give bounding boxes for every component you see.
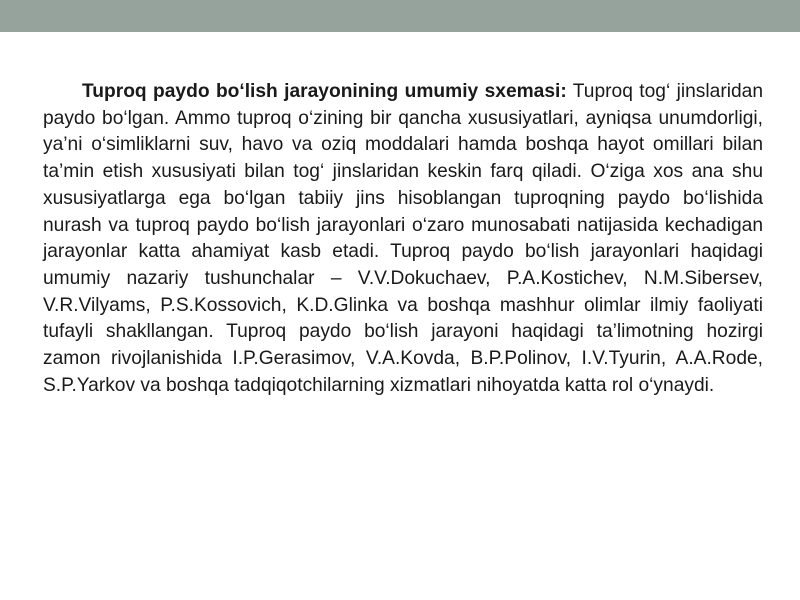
top-bar	[0, 0, 800, 32]
slide-paragraph	[43, 79, 763, 399]
slide-heading: Tuproq paydo bo‘lish jarayonining umumiy sxemasi:	[82, 81, 567, 102]
slide-body-text: Tuproq tog‘ jinslaridan paydo bo‘lgan. Ammo tuproq o‘zining bir qancha xususiyatlari, ayniqsa unumdorligi, ya’ni o‘simliklarni suv, havo va oziq moddalari hamda boshqa hayot omillari bilan ta’min etish xususiyati bilan tog‘ jinslaridan keskin farq qiladi. O‘ziga xos ana shu xususiyatlarga ega bo‘lgan tabiiy jins hisoblangan tuproqning paydo bo‘lishida nurash va tuproq paydo bo‘lish jarayonlari o‘zaro munosabati natijasida kechadigan jarayonlar katta ahamiyat kasb etadi. Tuproq paydo bo‘lish jarayonlari haqidagi umumiy nazariy tushunchalar – V.V.Dokuchaev, P.A.Kostichev, N.M.Sibersev, V.R.Vilyams, P.S.Kossovich, K.D.Glinka va boshqa mashhur olimlar ilmiy faoliyati tufayli shakllangan. Tuproq paydo bo‘lish jarayoni haqidagi ta’limotning hozirgi zamon rivojlanishida I.P.Gerasimov, V.A.Kovda, B.P.Polinov, I.V.Tyurin, A.A.Rode, S.P.Yarkov va boshqa tadqiqotchilarning xizmatlari nihoyatda katta rol o‘ynaydi.	[43, 81, 764, 396]
